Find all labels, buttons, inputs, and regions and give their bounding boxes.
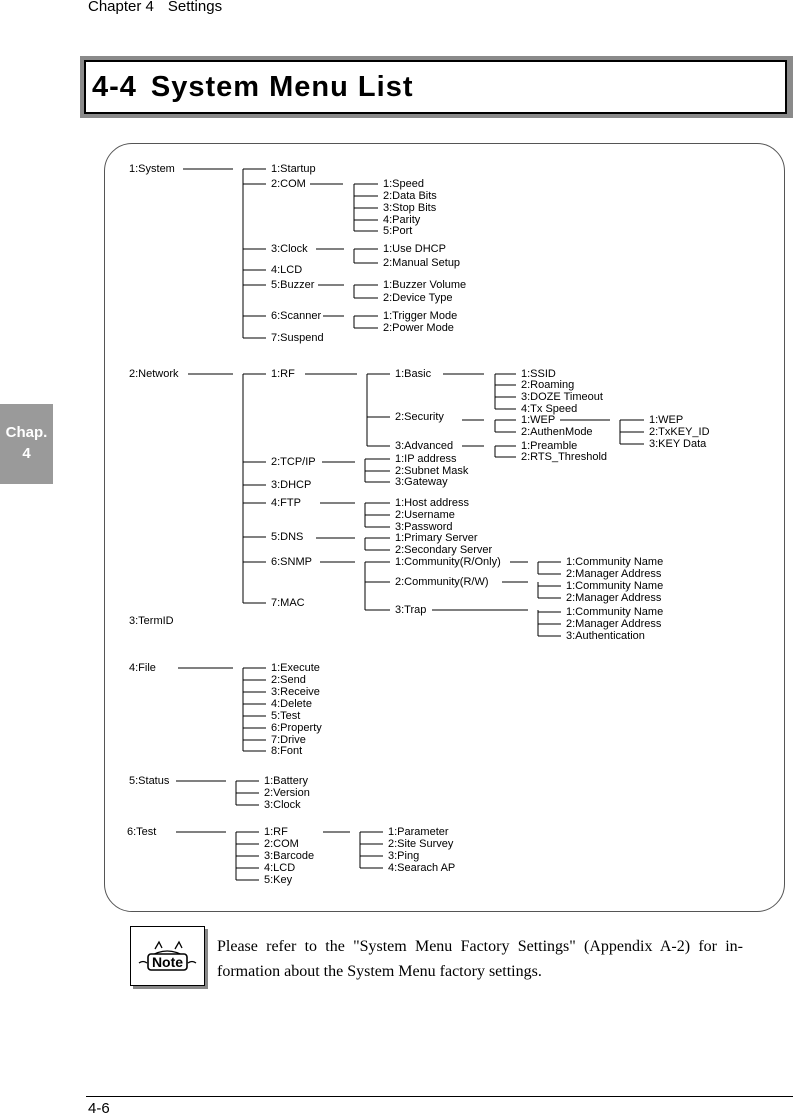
- menu-test-rf-ping: 3:Ping: [388, 850, 420, 862]
- menu-ftp-host-address: 1:Host address: [395, 497, 469, 509]
- menu-system-suspend: 7:Suspend: [271, 332, 324, 344]
- page-number: 4-6: [88, 1100, 110, 1117]
- section-number: 4-4: [92, 71, 137, 103]
- menu-scanner-trigger-mode: 1:Trigger Mode: [383, 310, 458, 322]
- menu-system-buzzer: 5:Buzzer: [271, 279, 315, 291]
- menu-rf-security: 2:Security: [395, 411, 444, 423]
- menu-basic-roaming: 2:Roaming: [521, 379, 575, 391]
- menu-com-data-bits: 2:Data Bits: [383, 190, 437, 202]
- menu-test-rf-searach-ap: 4:Searach AP: [388, 862, 456, 874]
- menu-advanced-preamble: 1:Preamble: [521, 440, 578, 452]
- menu-tcpip-subnet-mask: 2:Subnet Mask: [395, 465, 469, 477]
- menu-basic-ssid: 1:SSID: [521, 368, 556, 380]
- menu-test-rf-site-survey: 2:Site Survey: [388, 838, 454, 850]
- menu-status-version: 2:Version: [264, 787, 310, 799]
- section-title: System Menu List: [150, 71, 414, 103]
- menu-network-ftp: 4:FTP: [271, 497, 301, 509]
- menu-community-rw-manager-address: 2:Manager Address: [566, 592, 662, 604]
- menu-rf-basic: 1:Basic: [395, 368, 432, 380]
- menu-status-clock: 3:Clock: [264, 799, 301, 811]
- menu-file-delete: 4:Delete: [271, 698, 312, 710]
- menu-snmp-community-r-w: 2:Community(R/W): [395, 576, 489, 588]
- menu-file-drive: 7:Drive: [271, 734, 306, 746]
- menu-security-wep: 1:WEP: [521, 414, 556, 426]
- menu-network-tcp-ip: 2:TCP/IP: [271, 456, 316, 468]
- menu-status: 5:Status: [129, 775, 170, 787]
- menu-network: 2:Network: [129, 368, 179, 380]
- menu-buzzer-buzzer-volume: 1:Buzzer Volume: [383, 279, 467, 291]
- menu-trap-manager-address: 2:Manager Address: [566, 618, 662, 630]
- menu-trap-authentication: 3:Authentication: [566, 630, 645, 642]
- menu-com-port: 5:Port: [383, 225, 413, 237]
- menu-basic-tx-speed: 4:Tx Speed: [521, 403, 578, 415]
- menu-file-send: 2:Send: [271, 674, 306, 686]
- menu-test-rf: 1:RF: [264, 826, 288, 838]
- menu-com-stop-bits: 3:Stop Bits: [383, 202, 437, 214]
- menu-file-font: 8:Font: [271, 745, 303, 757]
- menu-clock-use-dhcp: 1:Use DHCP: [383, 243, 446, 255]
- menu-com-speed: 1:Speed: [383, 178, 424, 190]
- menu-system-scanner: 6:Scanner: [271, 310, 322, 322]
- menu-community-ro-community-name: 1:Community Name: [566, 556, 664, 568]
- menu-file-execute: 1:Execute: [271, 662, 320, 674]
- menu-wep-txkey-id: 2:TxKEY_ID: [649, 426, 710, 438]
- menu-security-authenmode: 2:AuthenMode: [521, 426, 593, 438]
- menu-trap-community-name: 1:Community Name: [566, 606, 664, 618]
- menu-community-rw-community-name: 1:Community Name: [566, 580, 664, 592]
- menu-test-key: 5:Key: [264, 874, 293, 886]
- menu-network-mac: 7:MAC: [271, 597, 305, 609]
- menu-file-test: 5:Test: [271, 710, 301, 722]
- menu-system-startup: 1:Startup: [271, 163, 316, 175]
- menu-test-barcode: 3:Barcode: [264, 850, 315, 862]
- menu-clock-manual-setup: 2:Manual Setup: [383, 257, 461, 269]
- menu-system-lcd: 4:LCD: [271, 264, 303, 276]
- menu-network-dhcp: 3:DHCP: [271, 479, 312, 491]
- menu-tcpip-ip-address: 1:IP address: [395, 453, 457, 465]
- menu-scanner-power-mode: 2:Power Mode: [383, 322, 454, 334]
- menu-buzzer-device-type: 2:Device Type: [383, 292, 453, 304]
- note-icon-box: [130, 926, 205, 986]
- note-text: Please refer to the "System Menu Factory Settings" (Appendix A-2) for in-formation about the System Menu factory settings.: [217, 938, 743, 980]
- menu-network-snmp: 6:SNMP: [271, 556, 312, 568]
- menu-dns-primary-server: 1:Primary Server: [395, 532, 478, 544]
- menu-test-lcd: 4:LCD: [264, 862, 296, 874]
- section-label: Settings: [167, 0, 223, 15]
- menu-tcpip-gateway: 3:Gateway: [395, 476, 448, 488]
- chapter-tab-number: 4: [22, 445, 31, 462]
- menu-wep-key-data: 3:KEY Data: [649, 438, 707, 450]
- menu-system: 1:System: [129, 163, 175, 175]
- chapter-label: Chapter 4: [88, 0, 154, 15]
- menu-network-dns: 5:DNS: [271, 531, 304, 543]
- menu-status-battery: 1:Battery: [264, 775, 309, 787]
- menu-system-com: 2:COM: [271, 178, 306, 190]
- menu-snmp-trap: 3:Trap: [395, 604, 427, 616]
- menu-network-rf: 1:RF: [271, 368, 295, 380]
- menu-snmp-community-r-only: 1:Community(R/Only): [395, 556, 501, 568]
- menu-wep-wep: 1:WEP: [649, 414, 684, 426]
- menu-test: 6:Test: [127, 826, 157, 838]
- menu-basic-doze-timeout: 3:DOZE Timeout: [521, 391, 603, 403]
- chapter-tab-label: Chap.: [5, 424, 48, 441]
- menu-com-parity: 4:Parity: [383, 214, 421, 226]
- menu-file: 4:File: [129, 662, 156, 674]
- note-icon: [131, 927, 204, 985]
- menu-advanced-rts-threshold: 2:RTS_Threshold: [521, 451, 608, 463]
- menu-test-rf-parameter: 1:Parameter: [388, 826, 449, 838]
- menu-system-clock: 3:Clock: [271, 243, 308, 255]
- menu-ftp-username: 2:Username: [395, 509, 455, 521]
- menu-rf-advanced: 3:Advanced: [395, 440, 454, 452]
- menu-file-property: 6:Property: [271, 722, 322, 734]
- menu-termid: 3:TermID: [129, 615, 174, 627]
- menu-test-com: 2:COM: [264, 838, 299, 850]
- menu-ftp-password: 3:Password: [395, 521, 453, 533]
- menu-file-receive: 3:Receive: [271, 686, 320, 698]
- footer-rule: [86, 1096, 793, 1097]
- note-icon-label: Note: [151, 954, 184, 970]
- menu-dns-secondary-server: 2:Secondary Server: [395, 544, 493, 556]
- menu-community-ro-manager-address: 2:Manager Address: [566, 568, 662, 580]
